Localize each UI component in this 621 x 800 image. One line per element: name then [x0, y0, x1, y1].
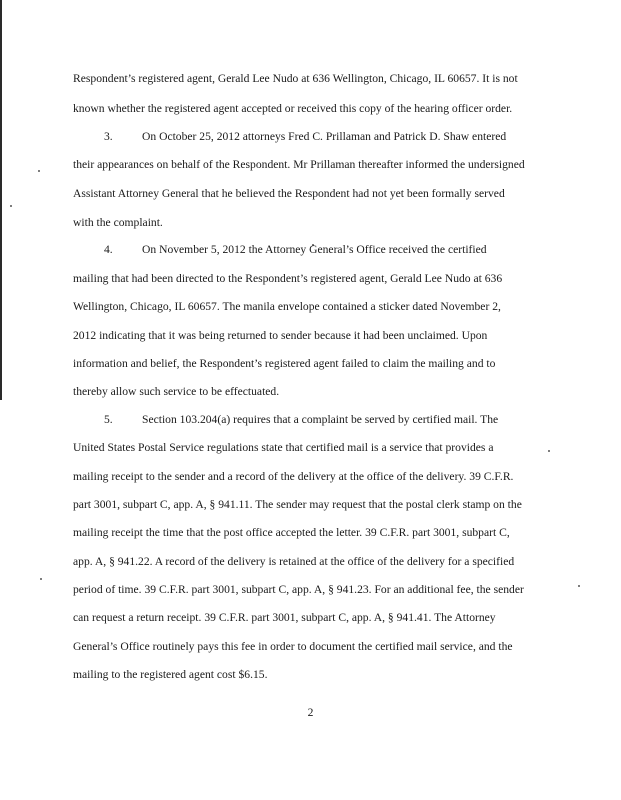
scan-speck	[578, 585, 580, 587]
text-line: part 3001, subpart C, app. A, § 941.11. The sender may request that the postal clerk stamp on the	[73, 498, 522, 511]
text-line: General’s Office routinely pays this fee in order to document the certified mail service, and the	[73, 640, 513, 653]
text-line: On November 5, 2012 the Attorney General’s Office received the certified	[142, 243, 487, 256]
scan-speck	[10, 205, 12, 207]
text-line: known whether the registered agent accepted or received this copy of the hearing officer order.	[73, 102, 513, 115]
paragraph-number: 5.	[104, 413, 113, 426]
text-line: period of time. 39 C.F.R. part 3001, subpart C, app. A, § 941.23. For an additional fee, the sender	[73, 583, 524, 596]
text-line: with the complaint.	[73, 216, 163, 229]
text-line: 2012 indicating that it was being returned to sender because it had been unclaimed. Upon	[73, 329, 488, 342]
text-line: mailing receipt to the sender and a record of the delivery at the office of the delivery. 39 C.F.R.	[73, 470, 514, 483]
text-line: thereby allow such service to be effectuated.	[73, 385, 280, 398]
text-line: mailing to the registered agent cost $6.15.	[73, 668, 268, 681]
page-number: 2	[307, 706, 314, 719]
text-line: their appearances on behalf of the Respondent. Mr Prillaman thereafter informed the undersigned	[73, 158, 525, 171]
paragraph-number: 3.	[104, 130, 113, 143]
text-line: app. A, § 941.22. A record of the delivery is retained at the office of the delivery for a specified	[73, 555, 515, 568]
text-line: On October 25, 2012 attorneys Fred C. Prillaman and Patrick D. Shaw entered	[142, 130, 507, 143]
text-line: mailing receipt the time that the post office accepted the letter. 39 C.F.R. part 3001, subpart C,	[73, 526, 510, 539]
scan-edge-mark	[0, 0, 2, 400]
text-line: Respondent’s registered agent, Gerald Lee Nudo at 636 Wellington, Chicago, IL 60657. It is not	[73, 72, 518, 85]
text-line: United States Postal Service regulations state that certified mail is a service that provides a	[73, 441, 494, 454]
text-line: Assistant Attorney General that he believed the Respondent had not yet been formally served	[73, 187, 505, 200]
scan-speck	[38, 170, 40, 172]
text-line: Wellington, Chicago, IL 60657. The manila envelope contained a sticker dated November 2,	[73, 300, 501, 313]
paragraph-number: 4.	[104, 243, 113, 256]
text-line: information and belief, the Respondent’s registered agent failed to claim the mailing and to	[73, 357, 496, 370]
text-line: can request a return receipt. 39 C.F.R. part 3001, subpart C, app. A, § 941.41. The Attorney	[73, 611, 496, 624]
text-line: mailing that had been directed to the Respondent’s registered agent, Gerald Lee Nudo at 636	[73, 272, 503, 285]
scan-speck	[548, 450, 550, 452]
scan-speck	[40, 578, 42, 580]
text-line: Section 103.204(a) requires that a complaint be served by certified mail. The	[142, 413, 499, 426]
